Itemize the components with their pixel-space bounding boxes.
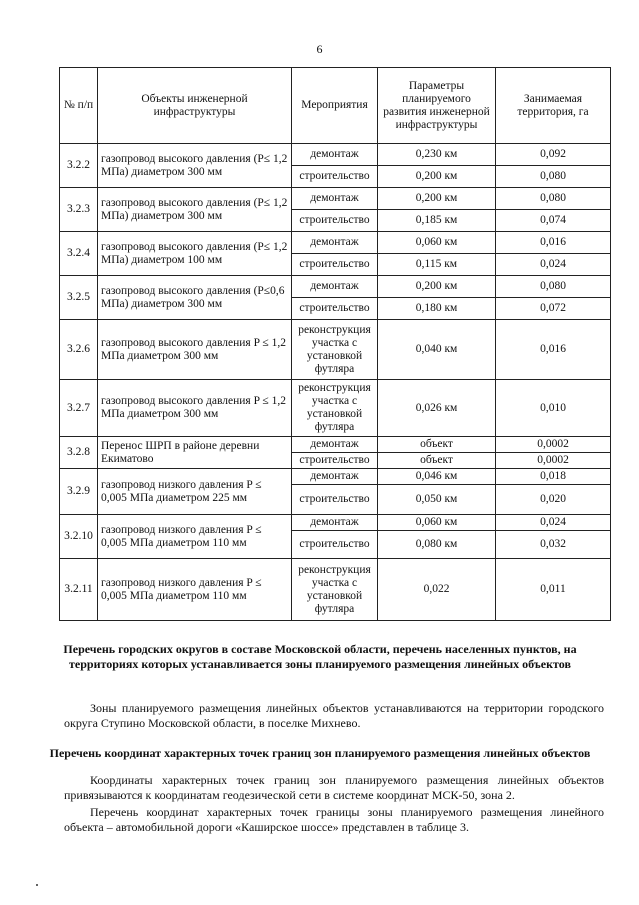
row-area: 0,016 (496, 320, 611, 380)
row-number: 3.2.11 (60, 559, 98, 621)
row-action: реконструкция участка с установкой футляра (292, 380, 378, 437)
row-action: реконструкция участка с установкой футляра (292, 559, 378, 621)
row-action: демонтаж (292, 232, 378, 254)
row-parameter: 0,180 км (378, 298, 496, 320)
row-parameter: 0,185 км (378, 210, 496, 232)
section1-text: Зоны планируемого размещения линейных объектов устанавливаются на территории городского округа Ступино Московской области, в поселке Михнево. (64, 701, 604, 730)
row-number: 3.2.10 (60, 515, 98, 559)
row-action: строительство (292, 210, 378, 232)
row-number: 3.2.7 (60, 380, 98, 437)
row-action: демонтаж (292, 188, 378, 210)
row-area: 0,0002 (496, 437, 611, 453)
row-area: 0,080 (496, 166, 611, 188)
table-row (60, 144, 611, 166)
row-area: 0,010 (496, 380, 611, 437)
row-action: демонтаж (292, 469, 378, 485)
row-area: 0,011 (496, 559, 611, 621)
row-action: демонтаж (292, 437, 378, 453)
row-action: строительство (292, 531, 378, 559)
table-row (60, 188, 611, 210)
header-params: Параметры планируемого развития инженерной инфраструктуры (378, 68, 496, 144)
row-parameter: 0,022 (378, 559, 496, 621)
row-action: строительство (292, 298, 378, 320)
row-parameter: 0,050 км (378, 485, 496, 515)
row-number: 3.2.3 (60, 188, 98, 232)
row-action: демонтаж (292, 515, 378, 531)
header-num: № п/п (60, 68, 98, 144)
row-area: 0,074 (496, 210, 611, 232)
row-object: газопровод высокого давления (P≤ 1,2 МПа) диаметром 300 мм (98, 144, 292, 188)
table-row (60, 559, 611, 621)
row-parameter: 0,200 км (378, 276, 496, 298)
row-number: 3.2.4 (60, 232, 98, 276)
row-number: 3.2.5 (60, 276, 98, 320)
table-row (60, 276, 611, 298)
row-object: газопровод высокого давления (P≤ 1,2 МПа) диаметром 100 мм (98, 232, 292, 276)
row-object: газопровод низкого давления P ≤ 0,005 МПа диаметром 110 мм (98, 515, 292, 559)
row-area: 0,080 (496, 188, 611, 210)
row-parameter: 0,230 км (378, 144, 496, 166)
row-number: 3.2.8 (60, 437, 98, 469)
row-object: газопровод низкого давления P ≤ 0,005 МПа диаметром 110 мм (98, 559, 292, 621)
page-number: 6 (316, 42, 323, 56)
row-number: 3.2.9 (60, 469, 98, 515)
row-parameter: 0,060 км (378, 232, 496, 254)
row-action: реконструкция участка с установкой футляра (292, 320, 378, 380)
row-action: строительство (292, 485, 378, 515)
table-header-row (60, 68, 611, 144)
row-parameter: 0,060 км (378, 515, 496, 531)
row-area: 0,016 (496, 232, 611, 254)
table-row (60, 232, 611, 254)
table-row (60, 380, 611, 437)
row-area: 0,080 (496, 276, 611, 298)
row-parameter: 0,080 км (378, 531, 496, 559)
table-row (60, 437, 611, 453)
row-action: строительство (292, 166, 378, 188)
row-object: газопровод высокого давления P ≤ 1,2 МПа диаметром 300 мм (98, 380, 292, 437)
row-parameter: объект (378, 453, 496, 469)
row-action: демонтаж (292, 276, 378, 298)
row-object: Перенос ШРП в районе деревни Екиматово (98, 437, 292, 469)
row-area: 0,072 (496, 298, 611, 320)
row-action: демонтаж (292, 144, 378, 166)
row-area: 0,092 (496, 144, 611, 166)
row-parameter: 0,115 км (378, 254, 496, 276)
table-row (60, 469, 611, 485)
row-area: 0,024 (496, 515, 611, 531)
row-parameter: 0,200 км (378, 188, 496, 210)
row-number: 3.2.6 (60, 320, 98, 380)
row-action: строительство (292, 453, 378, 469)
row-object: газопровод высокого давления (P≤0,6 МПа) диаметром 300 мм (98, 276, 292, 320)
header-action: Мероприятия (292, 68, 378, 144)
row-object: газопровод низкого давления P ≤ 0,005 МПа диаметром 225 мм (98, 469, 292, 515)
section1-heading: Перечень городских округов в составе Московской области, перечень населенных пунктов, на территориях которых устанавливается зоны планируемого размещения линейных объектов (63, 642, 577, 671)
section2-heading: Перечень координат характерных точек границ зон планируемого размещения линейных объектов (49, 746, 591, 760)
row-parameter: объект (378, 437, 496, 453)
infrastructure-table (59, 67, 611, 621)
row-area: 0,032 (496, 531, 611, 559)
row-object: газопровод высокого давления P ≤ 1,2 МПа диаметром 300 мм (98, 320, 292, 380)
row-object: газопровод высокого давления (P≤ 1,2 МПа) диаметром 300 мм (98, 188, 292, 232)
row-action: строительство (292, 254, 378, 276)
table-body (60, 144, 611, 621)
row-area: 0,024 (496, 254, 611, 276)
header-object: Объекты инженерной инфраструктуры (98, 68, 292, 144)
table-row (60, 515, 611, 531)
row-area: 0,020 (496, 485, 611, 515)
header-area: Занимаемая территория, га (496, 68, 611, 144)
row-area: 0,018 (496, 469, 611, 485)
row-parameter: 0,200 км (378, 166, 496, 188)
section2-text-2: Перечень координат характерных точек границы зоны планируемого размещения линейного объекта – автомобильной дороги «Каширское шоссе» представлен в таблице 3. (64, 805, 604, 834)
row-area: 0,0002 (496, 453, 611, 469)
row-parameter: 0,026 км (378, 380, 496, 437)
section2-text-1: Координаты характерных точек границ зон планируемого размещения линейных объектов привязываются к координатам геодезической сети в системе координат МСК-50, зона 2. (64, 773, 604, 802)
table-row (60, 320, 611, 380)
section2-paragraph-1 (64, 773, 604, 803)
page-mark (36, 884, 38, 886)
section1-paragraph (64, 701, 604, 731)
section2-paragraph-2 (64, 805, 604, 835)
row-parameter: 0,046 км (378, 469, 496, 485)
row-parameter: 0,040 км (378, 320, 496, 380)
row-number: 3.2.2 (60, 144, 98, 188)
